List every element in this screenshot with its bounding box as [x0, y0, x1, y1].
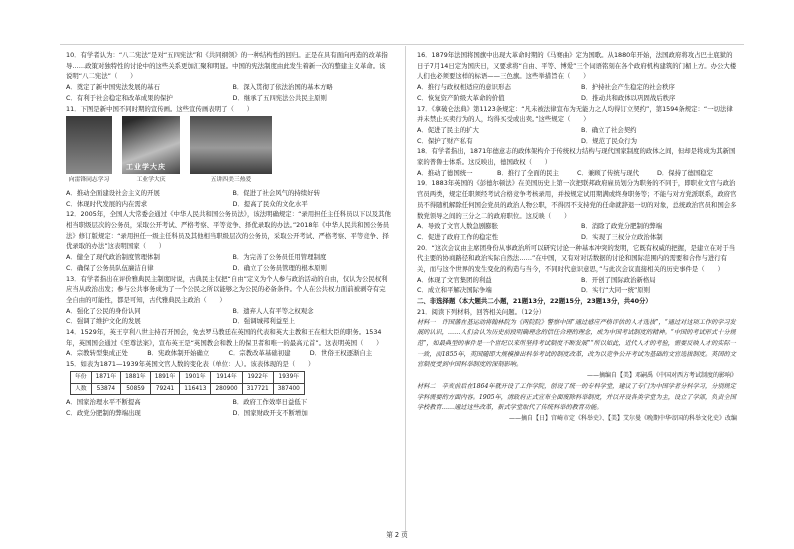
year-cell: 1901年: [180, 371, 211, 383]
option-c: C．成立和平解决国际争端: [417, 286, 492, 295]
poster-image: [190, 116, 272, 174]
value-cell: 116413: [180, 383, 211, 395]
question-11: [66, 104, 391, 210]
year-cell: 1871年: [91, 371, 121, 383]
poster-figure: [190, 116, 272, 186]
value-cell: 317721: [242, 383, 273, 395]
value-cell: 387400: [273, 383, 304, 395]
option-c: C．有利于社会稳定和改革成果的保护: [66, 93, 173, 102]
question-stem: 14．1529年，英王亨利八世主持召开国会，免去罗马教廷在英国的代表和英大主教和王在相大臣的职务。1534年，英国国会通过《至尊法案》，宣布英王是“英国教会和教上的保卫者和唯一的最高元首”。这表明英国（ ）: [66, 328, 383, 347]
question-stem: 15．如表为1871—1939年英国文官人数的变化表（单位：人）。该表体现的是（ ）: [66, 360, 315, 369]
option-a: A．体现了文官集团的利益: [417, 275, 492, 284]
option-c: C．确保了公务员队伍廉洁自律: [66, 263, 154, 272]
option-b: B．为完善了公务员任用管理制度: [232, 253, 327, 262]
option-d: D．继承了五四宪法公共民主原则: [232, 93, 327, 102]
option-b: B．消除了政党分肥制的弊端: [581, 222, 663, 231]
option-d: D．实现了三权分立政治体制: [581, 232, 663, 241]
year-cell: 1881年: [121, 371, 151, 383]
material-1: 材料一 许国藩在基运动将翰林院为《两院院》警察中国“通过感应严格评估的人才选拔”，“通过对这项工作的学习发展的认识，……人们会认为历史前段明确理念的信任合理的理念，成为中国考试制度的精神。“中国的考试形式十分规范”，如最典型的事件是一个世纪以来所坚持考试制度不断发展”“所以如此，近代人才的考验，需要反映人才的实际一一致，而1855年，英国随即大规模推出科举考试的制度改革，改为以竞争公开考试为基础的文官选拔制度。英国的文官制度受到中国科举制度的深刻影响。: [417, 318, 736, 369]
question-19: [417, 178, 737, 242]
option-a: A．推动全面建设社会主义的开展: [66, 188, 160, 197]
poster-image: [66, 116, 112, 174]
option-a: A．推行与政权相适应的意识形态: [417, 83, 511, 92]
option-c: C．强调了维护文化的发展: [66, 317, 141, 326]
option-d: D．世俗王权逐渐自主: [309, 349, 373, 358]
question-stem: 18．有学者指出，1871年德意志的政体架构介于传统权力结构与现代国家制度的政体之间，但却是将成为其新国家的普鲁士体系。这反映出，德国政权（ ）: [417, 147, 736, 167]
year-cell: 1914年: [211, 371, 242, 383]
question-stem: 11．下图是新中国不同时期的宣传画。这些宣传画表明了（ ）: [66, 104, 254, 113]
option-a: A．强化了公民的身份认同: [66, 306, 141, 315]
option-a: A．导致了文官人数急剧膨胀: [417, 222, 499, 231]
option-d: D．确立了公务员管理的根本原则: [232, 263, 327, 272]
option-b: B．深入贯彻了依法治国的基本方略: [232, 83, 333, 92]
option-a: A．国家治理水平不断提高: [66, 398, 141, 407]
poster-caption: 工业学大庆: [136, 177, 166, 184]
option-a: A．推动了德国统一: [417, 168, 473, 177]
option-c: C．体现时代发展的内在需求: [66, 199, 148, 208]
question-stem: 17．《拿破仑法典》第1123条规定：“凡未被法律宣布为无能力之人均得订立契约”，第1594条规定：“一切法律并未禁止买卖行为的人，均得买受或出卖。”这些规定（ ）: [417, 104, 733, 124]
option-c: C．兼顾了传统与现代: [577, 168, 639, 177]
table-header-row: [71, 371, 305, 383]
option-a: A．健全了现代政治制度管理体制: [66, 253, 160, 262]
value-cell: 50859: [121, 383, 151, 395]
column-divider: [405, 46, 406, 534]
question-stem: 10．有学者认为：“八二宪法”是对“五四宪法”和《共同纲领》的一种结构性的回归。正是在具有面向再造的改革指导……政策对独特性的讨论中的这些关系更加汇聚和明显。中国的宪法制度由此发生着新一次的整建主义革命。该说明“八二宪法”（ ）: [66, 51, 388, 81]
material-1-source: ——摘编自【美】邓嗣禹《中国对西方考试制度的影响》: [586, 372, 737, 380]
option-d: D．实行“大同一统”原则: [581, 286, 651, 295]
poster-figure: [122, 116, 180, 186]
option-c: C．保护了财产私有: [417, 136, 473, 145]
question-stem: 20．“这次会议由主席团身份从事政治所可以研究讨论一种基本冲突的发明，它既有权威的把握，是建立在对于当代主要的协商路径和政治实际自然法……”在中国，又有对对话数据的讨论和国际范围内的需要和合作与进行有关，而与这个世界的发生变化的构造与当今，不同时代意识意思，”与此次会议直接相关的历史事件是（ ）: [417, 243, 736, 274]
value-cell: 53874: [91, 383, 121, 395]
material-2-source: ——摘自【日】宫崎市定《科举史》、【美】艾尔曼《晚期中华帝国的科举文化史》改编: [508, 414, 737, 422]
page-number: 第 2 页: [386, 531, 408, 539]
value-cell: 280900: [211, 383, 242, 395]
table-row: [71, 383, 305, 395]
option-b: B．开创了国际政治新格局: [581, 275, 656, 284]
option-b: B．确立了社会契约: [581, 125, 637, 134]
section-heading: 二、非选择题（本大题共二小题，21题13分，22题15分，23题13分，共40分）: [417, 297, 652, 306]
right-column: [417, 50, 737, 425]
value-cell: 79241: [150, 383, 180, 395]
option-c: C．促进了政府工作的稳定性: [417, 232, 499, 241]
civil-servant-table: [70, 371, 305, 395]
question-16: [417, 50, 737, 104]
option-a: A．促进了民主的扩大: [417, 125, 479, 134]
question-12: [66, 209, 391, 273]
question-10: [66, 50, 391, 104]
question-stem: 16．1879年法国将国旗中出现大革命时期的《马赛曲》定为国歌。从1880年开始，法国政府将攻占巴士底狱的日子7月14日定为国庆日，又要求将“自由、平等、博爱”三个词语铭刻在各个政府机构建筑的门楣上方。办公大楼人们也必须要这样的标语——三色旗。这些举措旨在（ ）: [417, 51, 737, 81]
option-a: A．宗教转型集成正处: [66, 349, 128, 358]
poster-slogan: 工业学大庆: [126, 162, 166, 171]
question-17: [417, 104, 737, 147]
poster-caption: 向雷锋同志学习: [68, 177, 110, 184]
option-b: B．促进了社会风气的持续好转: [232, 188, 320, 197]
option-b: B．遗弃人人有平等之权观念: [232, 306, 314, 315]
material-2: 材料二 辛亥前后在1864年就开设了工作学院，创设了统一的专科学堂，建议了专门为中国学者分科学习，分别规定学科需要的方面内容。1905年，清政府正式宣布全面废除科举制度，并以开设各类学堂为主，设立了学部，负责全国学校教育……通过这些改革，新式学堂取代了传统科举的教育功能。: [417, 382, 736, 412]
option-d: D．推动共和政体以巩固战后秩序: [581, 93, 676, 102]
option-c: C．政党分肥制的弊端出现: [66, 408, 141, 417]
year-cell: 1939年: [273, 371, 304, 383]
option-d: D．提高了民众的文化水平: [232, 199, 308, 208]
question-15: [66, 359, 391, 419]
poster-figure: [66, 116, 112, 186]
poster-figures: [66, 116, 391, 186]
question-18: [417, 146, 737, 178]
poster-caption: 五讲四美三热爱: [210, 177, 252, 184]
option-c: C．恢复资产阶级大革命的价值: [417, 93, 505, 102]
question-13: [66, 274, 391, 328]
question-stem: 19．1883年英国的《彭德尔顿法》在美国历史上第一次把联邦政府雇员划分为职务的不同于，即职业文官与政治官员两类，规定任职须经考试合格竞争考核录用，并按规定试用期满或终身职务等；不能与对方党派联系，政府官员不得随机解除任何国会党员的政治人物公职，不得因不支持党的任命就辞退一切的对象，总统政治官员和国会多数党领导之间的三分之二的政府职位。这反映（ ）: [417, 179, 737, 220]
option-b: B．宪政体制开始确立: [147, 349, 210, 358]
table-header-cell: 年份: [71, 371, 92, 383]
left-column: [66, 50, 391, 419]
question-21-heading: 21．阅读下列材料，回答相关问题。（12分）: [417, 307, 546, 316]
option-b: B．政府工作效率日益低下: [232, 398, 308, 407]
option-d: D．保持了德国稳定: [657, 168, 714, 177]
option-d: D．国家财政开支不断增加: [232, 408, 308, 417]
top-rule: [60, 44, 744, 45]
option-d: D．规范了民众行为: [581, 136, 638, 145]
option-b: B．护持社会产生稳定的社会秩序: [581, 83, 675, 92]
option-c: C．宗教改革基础初建: [228, 349, 291, 358]
year-cell: 1891年: [150, 371, 180, 383]
year-cell: 1922年: [242, 371, 273, 383]
question-14: [66, 327, 391, 359]
option-d: D．强调城邦利益至上: [232, 317, 295, 326]
question-stem: 12．2005年，全国人大常委会通过《中华人民共和国公务员法》，该法明确规定：“录用担任主任科员以下以及其他相当职级层次的公务员，采取公开考试、严格考察、平等竞争、择优录取的办法。”2018年《中华人民共和国公务员法》修订版规定：“录用担任一级主任科员及其他相当职级层次的公务员，采取公开考试、严格考察、平等竞争、择优录取的办法”这表明国家（ ）: [66, 210, 391, 251]
poster-image: [122, 116, 180, 174]
row-label-cell: 人数: [71, 383, 92, 395]
question-20: [417, 243, 737, 297]
option-b: B．推行了全面的民主: [497, 168, 559, 177]
question-stem: 13．有学者指出在评价雅典民主制度时说，古典民主仅把“自由”定义为个人参与政治活动的自由，仅认为公民权利应当从政治出发；参与公共事务成为了一个公民之所以能够之为公民的必备条件。个人在公共权力面前被剥夺有完全自由的可能性，都是可知，古代雅典民主政治（ ）: [66, 274, 388, 304]
option-a: A．奠定了新中国宪法发展的基石: [66, 83, 160, 92]
